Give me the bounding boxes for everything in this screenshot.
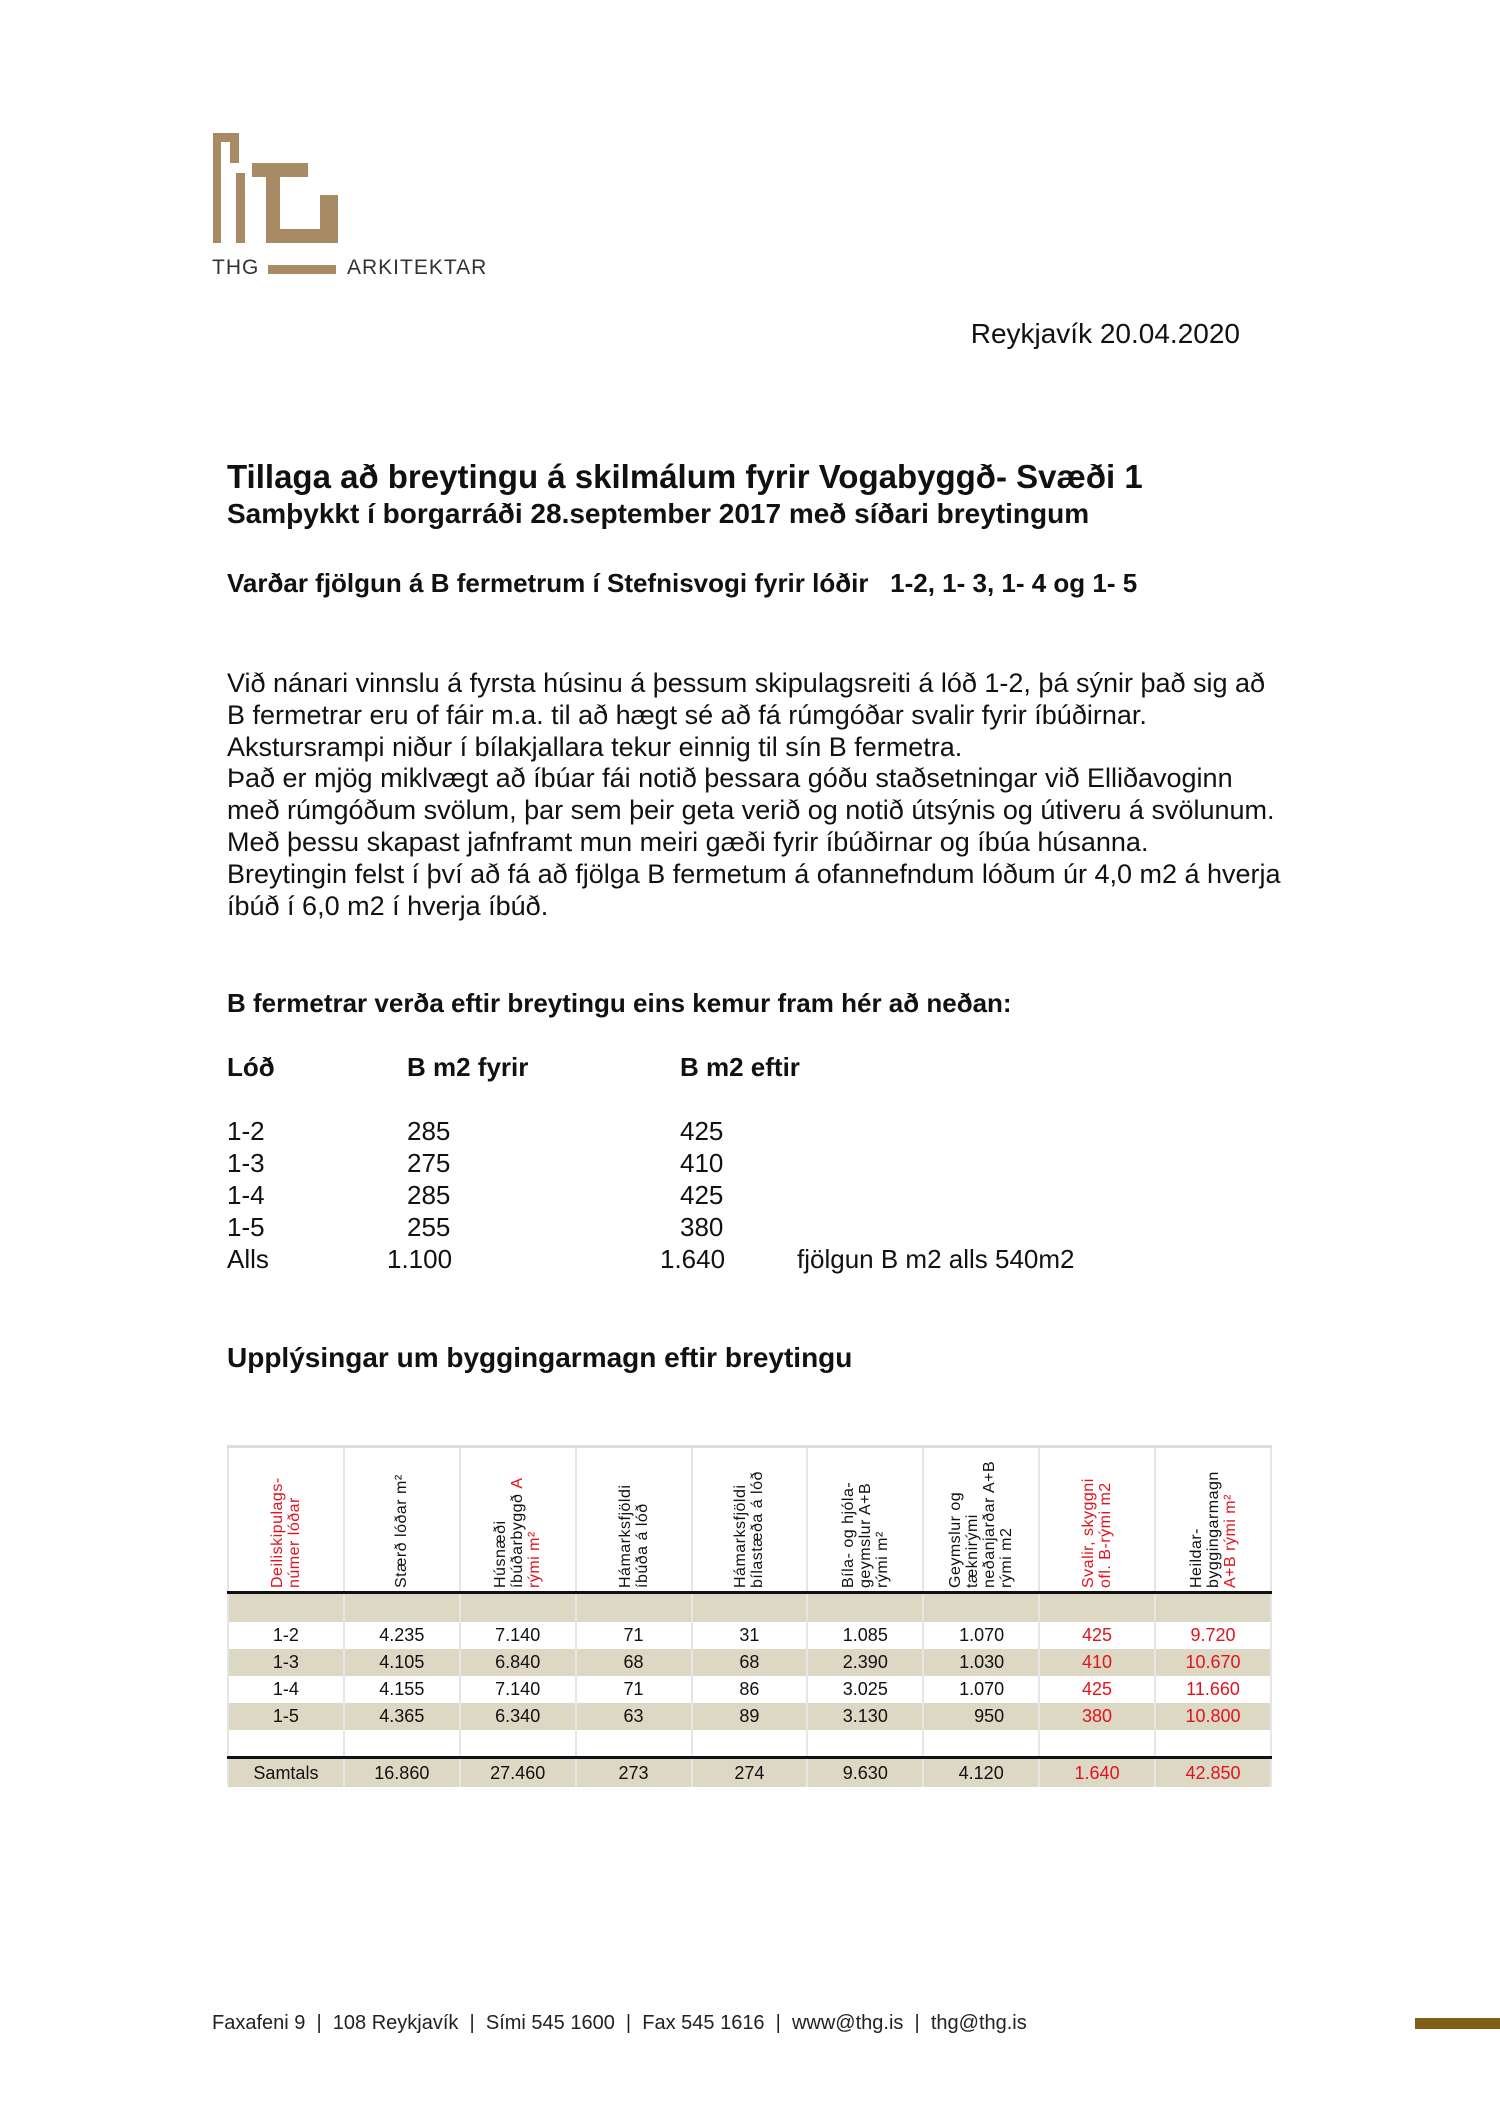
table-cell: 86 (692, 1676, 808, 1703)
cell-lod: 1-3 (227, 1148, 265, 1178)
table-cell: 3.130 (807, 1703, 923, 1730)
column-header (228, 1447, 344, 1593)
building-volume-table (227, 1445, 1272, 1787)
table-cell: 6.840 (460, 1649, 576, 1676)
table-cell: 1.070 (923, 1676, 1039, 1703)
table-cell: 11.660 (1155, 1676, 1271, 1703)
table-header-row (228, 1447, 1271, 1593)
total-cell: 274 (692, 1758, 808, 1788)
total-cell: 16.860 (344, 1758, 460, 1788)
table-cell: 3.025 (807, 1676, 923, 1703)
empty-cell (344, 1730, 460, 1758)
empty-cell (344, 1593, 460, 1623)
header-black-text: Hámarksfjöldi íbúða á lóð (616, 1484, 651, 1588)
table-row (228, 1703, 1271, 1730)
empty-cell (692, 1730, 808, 1758)
column-header (1155, 1447, 1271, 1593)
empty-cell (807, 1730, 923, 1758)
column-header (576, 1447, 692, 1593)
table-cell: 1-2 (228, 1622, 344, 1649)
column-header (344, 1447, 460, 1593)
total-cell: 9.630 (807, 1758, 923, 1788)
empty-cell (1155, 1593, 1271, 1623)
total-cell: 27.460 (460, 1758, 576, 1788)
column-header-text (269, 1452, 303, 1588)
empty-cell (228, 1730, 344, 1758)
company-logo (210, 133, 490, 283)
table-cell: 4.235 (344, 1622, 460, 1649)
body-text (227, 668, 1287, 922)
table-cell: 71 (576, 1676, 692, 1703)
increase-note: fjölgun B m2 alls 540m2 (797, 1244, 1075, 1274)
total-cell: 273 (576, 1758, 692, 1788)
cell-lod: 1-5 (227, 1212, 265, 1242)
table-cell: 1.070 (923, 1622, 1039, 1649)
column-header-text (732, 1452, 766, 1588)
table-cell: 7.140 (460, 1676, 576, 1703)
table-cell: 425 (1039, 1676, 1155, 1703)
table-cell: 10.800 (1155, 1703, 1271, 1730)
cell-before: 255 (407, 1212, 451, 1242)
cell-total-before: 1.100 (387, 1244, 453, 1274)
column-header (1039, 1447, 1155, 1593)
logo-text-right: ARKITEKTAR (347, 256, 488, 279)
logo-text-left: THG (212, 256, 260, 279)
table-row (228, 1622, 1271, 1649)
table-cell: 68 (692, 1649, 808, 1676)
column-header-text (617, 1452, 651, 1588)
total-row (228, 1758, 1271, 1788)
empty-cell (460, 1593, 576, 1623)
column-header (692, 1447, 808, 1593)
column-header-text (1080, 1452, 1114, 1588)
table-cell: 1.030 (923, 1649, 1039, 1676)
cell-total-label: Alls (227, 1244, 269, 1274)
total-cell: 4.120 (923, 1758, 1039, 1788)
paragraph: Við nánari vinnslu á fyrsta húsinu á þessum skipulagsreiti á lóð 1-2, þá sýnir það sig að B fermetrar eru of fáir m.a. til að hægt sé að fá rúmgóðar svalir fyrir íbúðirnar. (227, 668, 1266, 730)
total-cell: 42.850 (1155, 1758, 1271, 1788)
logo-mark-icon (210, 133, 340, 248)
table-cell: 9.720 (1155, 1622, 1271, 1649)
spacer-row (228, 1593, 1271, 1623)
cell-lod: 1-2 (227, 1116, 265, 1146)
empty-cell (576, 1730, 692, 1758)
empty-cell (807, 1593, 923, 1623)
table-cell: 950 (923, 1703, 1039, 1730)
total-cell: Samtals (228, 1758, 344, 1788)
empty-cell (923, 1593, 1039, 1623)
regarding-line: Varðar fjölgun á B fermetrum í Stefnisvogi fyrir lóðir 1-2, 1- 3, 1- 4 og 1- 5 (227, 568, 1138, 598)
table-cell: 1-5 (228, 1703, 344, 1730)
header-red-text: A rými m² (509, 1478, 544, 1588)
empty-cell (228, 1593, 344, 1623)
column-header-text (492, 1452, 543, 1588)
info-heading: Upplýsingar um byggingarmagn eftir breytingu (227, 1342, 853, 1373)
column-header (807, 1447, 923, 1593)
empty-cell (692, 1593, 808, 1623)
header-black-text: Húsnæði íbúðarbyggð (492, 1493, 527, 1588)
table-cell: 4.365 (344, 1703, 460, 1730)
column-header (460, 1447, 576, 1593)
b-section-heading: B fermetrar verða eftir breytingu eins kemur fram hér að neðan: (227, 988, 1012, 1018)
header-after: B m2 eftir (680, 1052, 800, 1082)
table-cell: 410 (1039, 1649, 1155, 1676)
cell-lod: 1-4 (227, 1180, 265, 1210)
table-cell: 1-4 (228, 1676, 344, 1703)
table-cell: 71 (576, 1622, 692, 1649)
column-header-text (1188, 1452, 1239, 1588)
table-row (228, 1676, 1271, 1703)
table-cell: 380 (1039, 1703, 1155, 1730)
header-red-text: Svalir, skyggni ofl. B-rými m2 (1080, 1478, 1115, 1588)
table-cell: 4.155 (344, 1676, 460, 1703)
empty-cell (460, 1730, 576, 1758)
paragraph: Það er mjög miklvægt að íbúar fái notið þessara góðu staðsetningar við Elliðavoginn með rúmgóðum svölum, þar sem þeir geta verið og notið útsýnis og útiveru á svölunum. Með þessu skapast jafnframt mun meiri gæði fyrir íbúðirnar og íbúa húsanna. (227, 763, 1275, 857)
header-black-text: Stærð lóðar m² (393, 1474, 411, 1588)
cell-total-after: 1.640 (660, 1244, 726, 1274)
footer-accent-bar (1415, 2018, 1500, 2029)
document-subtitle: Samþykkt í borgarráði 28.september 2017 með síðari breytingum (227, 498, 1090, 529)
document-title: Tillaga að breytingu á skilmálum fyrir Vogabyggð- Svæði 1 (227, 458, 1143, 495)
table-cell: 63 (576, 1703, 692, 1730)
column-header (923, 1447, 1039, 1593)
spacer-row (228, 1730, 1271, 1758)
cell-after: 425 (680, 1116, 724, 1146)
empty-cell (1039, 1593, 1155, 1623)
table-cell: 425 (1039, 1622, 1155, 1649)
header-lod: Lóð (227, 1052, 275, 1082)
table-cell: 10.670 (1155, 1649, 1271, 1676)
table-cell: 2.390 (807, 1649, 923, 1676)
paragraph: Akstursrampi niður í bílakjallara tekur einnig til sín B fermetra. (227, 731, 963, 762)
table-cell: 1.085 (807, 1622, 923, 1649)
cell-before: 275 (407, 1148, 451, 1178)
header-black-text: Heildar- byggingarmagn (1187, 1471, 1222, 1588)
cell-after: 380 (680, 1212, 724, 1242)
document-date: Reykjavík 20.04.2020 (970, 318, 1240, 349)
column-header-text (840, 1452, 891, 1588)
table-cell: 31 (692, 1622, 808, 1649)
empty-cell (576, 1593, 692, 1623)
empty-cell (1155, 1730, 1271, 1758)
header-black-text: Geymslur og tæknirými neðanjarðar A+B rými m2 (947, 1460, 1016, 1588)
cell-before: 285 (407, 1116, 451, 1146)
table-row (228, 1649, 1271, 1676)
header-red-text: Deiliskipulags- númer lóðar (268, 1477, 303, 1588)
column-header-text (947, 1452, 1015, 1588)
header-black-text: Bíla- og hjóla- geymslur A+B rými m² (839, 1481, 891, 1588)
paragraph: Breytingin felst í því að fá að fjölga B fermetum á ofannefndum lóðum úr 4,0 m2 á hverja íbúð í 6,0 m2 í hverja íbúð. (227, 858, 1281, 921)
table-cell: 68 (576, 1649, 692, 1676)
header-black-text: Hámarksfjöldi bílastæða á lóð (732, 1471, 767, 1588)
table-cell: 1-3 (228, 1649, 344, 1676)
empty-cell (923, 1730, 1039, 1758)
header-red-text: A+B rými m² (1221, 1494, 1239, 1588)
cell-after: 410 (680, 1148, 724, 1178)
cell-after: 425 (680, 1180, 724, 1210)
table-cell: 7.140 (460, 1622, 576, 1649)
logo-bar (268, 265, 336, 274)
table-cell: 6.340 (460, 1703, 576, 1730)
table-cell: 4.105 (344, 1649, 460, 1676)
total-cell: 1.640 (1039, 1758, 1155, 1788)
header-before: B m2 fyrir (407, 1052, 529, 1082)
cell-before: 285 (407, 1180, 451, 1210)
footer-contact: Faxafeni 9 | 108 Reykjavík | Sími 545 1600 | Fax 545 1616 | www@thg.is | thg@thg.is (212, 2012, 1027, 2034)
table-cell: 89 (692, 1703, 808, 1730)
column-header-text (393, 1452, 410, 1588)
empty-cell (1039, 1730, 1155, 1758)
